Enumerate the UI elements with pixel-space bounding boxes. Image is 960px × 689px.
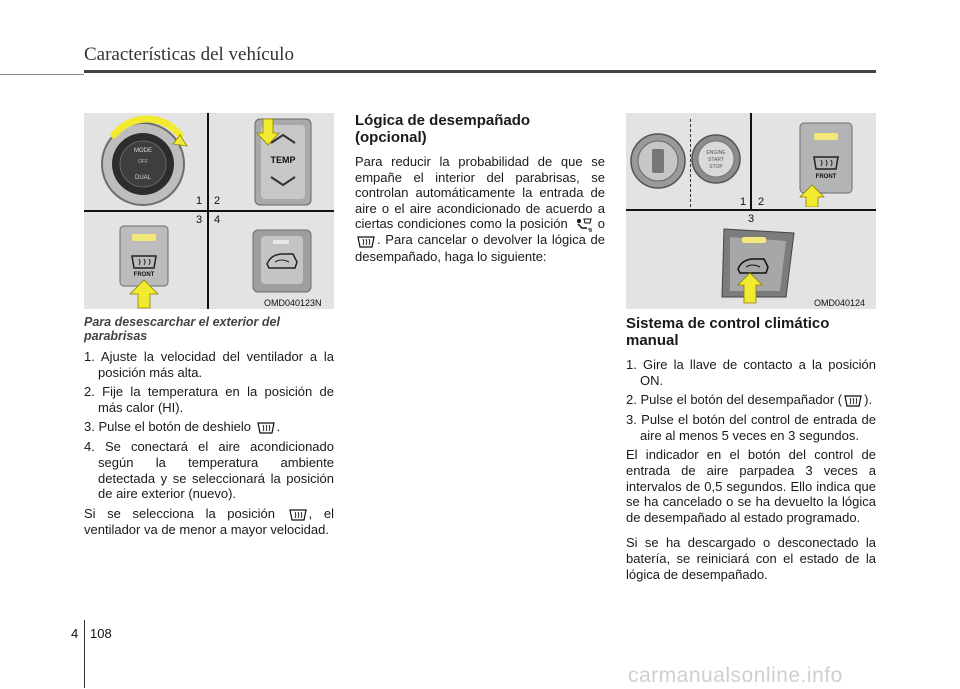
ignition-illustration [626, 113, 750, 207]
callout-2: 2 [758, 196, 765, 208]
page-header-title: Características del vehículo [84, 44, 294, 65]
footer-divider [84, 620, 85, 688]
engine-text: ENGINE [706, 150, 726, 156]
right-column [626, 316, 876, 582]
indicator-paragraph: El indicador en el botón del control de entrada de aire parpadea 3 veces a intervalos de 0,5 segundos. Ello indica que se ha cancelado o se ha devuelto la lógica de desempañado al estado programado. [626, 447, 876, 525]
front-text: FRONT [815, 174, 837, 180]
temp-switch-illustration [209, 113, 333, 209]
front-defrost-illustration [84, 212, 204, 309]
section-heading [626, 316, 876, 349]
heading-line: Sistema de control climático [626, 315, 830, 332]
header-rule-left [0, 74, 84, 75]
list-item: 3. Pulse el botón del control de entrada de aire al menos 5 veces en 3 segundos. [626, 412, 876, 443]
knob-dual-text: DUAL [134, 175, 152, 181]
battery-paragraph: Si se ha descargado o desconectado la batería, se reiniciará con el estado de la lógica de desempañado. [626, 535, 876, 582]
callout-4: 4 [214, 214, 221, 226]
figure-defrost-controls [84, 113, 334, 309]
step-open: ( [837, 392, 843, 408]
temp-text: TEMP [270, 155, 296, 165]
section-heading [355, 113, 605, 146]
step-text: 3. Pulse el botón de deshielo [84, 419, 251, 435]
logic-paragraph [355, 154, 605, 264]
section-lead-heading: Para desescarchar el exterior del parabrisas [84, 315, 280, 343]
air-intake-illustration [209, 212, 333, 309]
middle-column [355, 113, 605, 264]
list-item: 1. Gire la llave de contacto a la posición ON. [626, 357, 876, 388]
figure-defog-logic-controls [626, 113, 876, 309]
figure-code: OMD040124 [814, 298, 866, 308]
heading-line: manual [626, 331, 679, 349]
fan-knob-illustration [84, 113, 204, 209]
callout-3: 3 [196, 214, 203, 226]
note-paragraph [84, 506, 334, 538]
logic-text-b: . Para cancelar o devolver la lógica de desempañado, haga lo siguiente: [355, 232, 605, 264]
heading-line: (opcional) [355, 128, 427, 146]
callout-2: 2 [214, 195, 221, 207]
watermark-text: carmanualsonline.info [628, 664, 843, 687]
callout-1: 1 [196, 195, 203, 207]
list-item: 4. Se conectará el aire acondicionado según la temperatura ambiente detectada y se seleccionará la posición de aire exterior (nuevo). [84, 439, 334, 502]
note-text-a: Si se selecciona la posición [84, 505, 276, 521]
knob-mode-text: MODE [134, 148, 152, 154]
callout-3: 3 [748, 213, 755, 225]
step-close: ). [864, 392, 873, 408]
logic-text-or: o [597, 216, 605, 232]
page-number: 108 [90, 626, 112, 641]
stop-text: STOP [709, 164, 723, 170]
defrost-steps [84, 349, 334, 502]
list-item: 1. Ajuste la velocidad del ventilador a la posición más alta. [84, 349, 334, 380]
defrost-icon [287, 507, 309, 522]
air-intake-illustration [626, 211, 876, 309]
list-item [626, 392, 876, 408]
start-text: START [708, 157, 724, 163]
front-defrost-illustration [752, 113, 876, 207]
note-text-b: , el ventilador va de menor a mayor velocidad. [84, 505, 334, 537]
left-column [84, 315, 334, 537]
logic-text-a: Para reducir la probabilidad de que se empañe el interior del parabrisas, se controlan automáticamente la entrada de aire o el aire acondicionado de acuerdo a ciertas condiciones como la posición [355, 154, 605, 232]
list-item [84, 419, 334, 435]
front-text: FRONT [133, 272, 155, 278]
defrost-icon [255, 420, 277, 435]
floor-defrost-icon [572, 217, 594, 232]
header-rule [84, 70, 876, 73]
callout-1: 1 [740, 196, 747, 208]
manual-climate-steps [626, 357, 876, 443]
list-item: 2. Fije la temperatura en la posición de más calor (HI). [84, 384, 334, 415]
heading-line: Lógica de desempañado [355, 112, 531, 129]
knob-off-text: OFF [138, 159, 148, 165]
step-text: 2. Pulse el botón del desempañador [626, 392, 835, 408]
step-end: . [276, 419, 281, 435]
defrost-icon [355, 234, 377, 249]
figure-code: OMD040123N [264, 298, 322, 308]
defrost-icon [842, 393, 864, 408]
section-number: 4 [71, 626, 79, 641]
